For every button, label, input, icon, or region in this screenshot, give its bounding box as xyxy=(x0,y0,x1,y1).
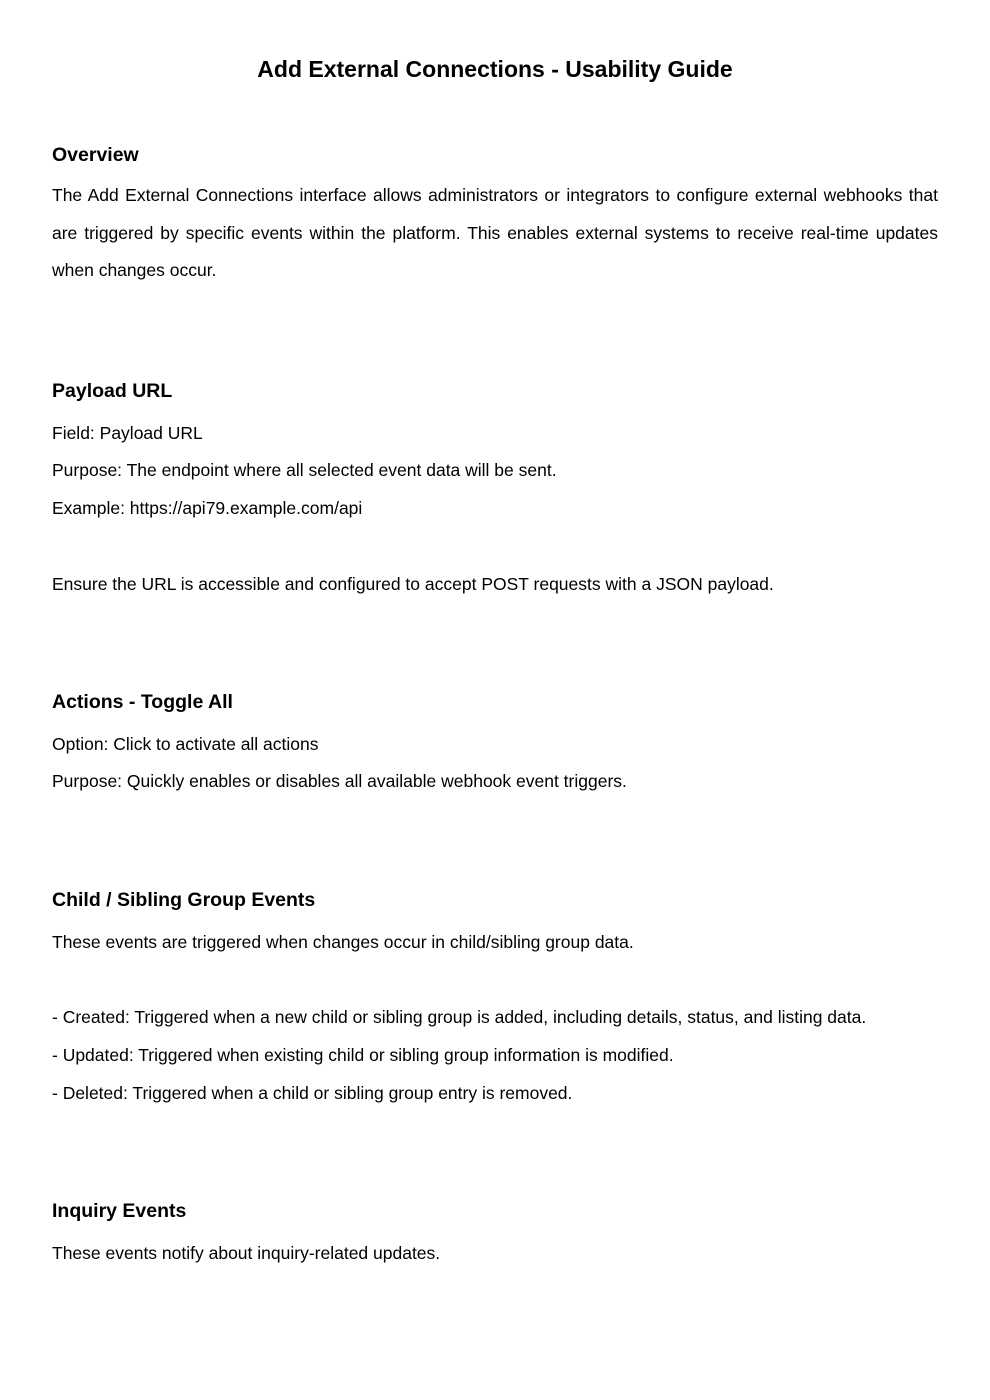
payload-url-heading: Payload URL xyxy=(52,380,173,402)
actions-toggle-option: Option: Click to activate all actions xyxy=(52,734,319,754)
list-item-deleted: - Deleted: Triggered when a child or sibling group entry is removed. xyxy=(52,1083,573,1103)
child-sibling-intro: These events are triggered when changes occur in child/sibling group data. xyxy=(52,932,634,952)
overview-heading: Overview xyxy=(52,144,139,166)
inquiry-heading: Inquiry Events xyxy=(52,1200,187,1222)
payload-url-purpose: Purpose: The endpoint where all selected event data will be sent. xyxy=(52,460,557,480)
inquiry-section xyxy=(52,1199,938,1279)
payload-url-field: Field: Payload URL xyxy=(52,423,203,443)
child-sibling-section xyxy=(52,888,938,1118)
payload-url-example: Example: https://api79.example.com/api xyxy=(52,498,363,518)
actions-toggle-heading: Actions - Toggle All xyxy=(52,691,233,713)
actions-toggle-purpose: Purpose: Quickly enables or disables all available webhook event triggers. xyxy=(52,771,627,791)
child-sibling-heading: Child / Sibling Group Events xyxy=(52,889,316,911)
list-item-updated: - Updated: Triggered when existing child or sibling group information is modified. xyxy=(52,1045,674,1065)
actions-toggle-section xyxy=(52,690,938,810)
payload-url-section xyxy=(52,379,938,609)
payload-url-note: Ensure the URL is accessible and configured to accept POST requests with a JSON payload. xyxy=(52,574,774,594)
list-item-created: - Created: Triggered when a new child or sibling group is added, including details, status, and listing data. xyxy=(52,1007,867,1027)
overview-section xyxy=(52,143,938,293)
document-title: Add External Connections - Usability Guide xyxy=(257,56,733,82)
overview-text: The Add External Connections interface allows administrators or integrators to configure external webhooks that are triggered by specific events within the platform. This enables external systems to receive real-time updates when changes occur. xyxy=(52,185,938,280)
inquiry-intro: These events notify about inquiry-related updates. xyxy=(52,1243,441,1263)
